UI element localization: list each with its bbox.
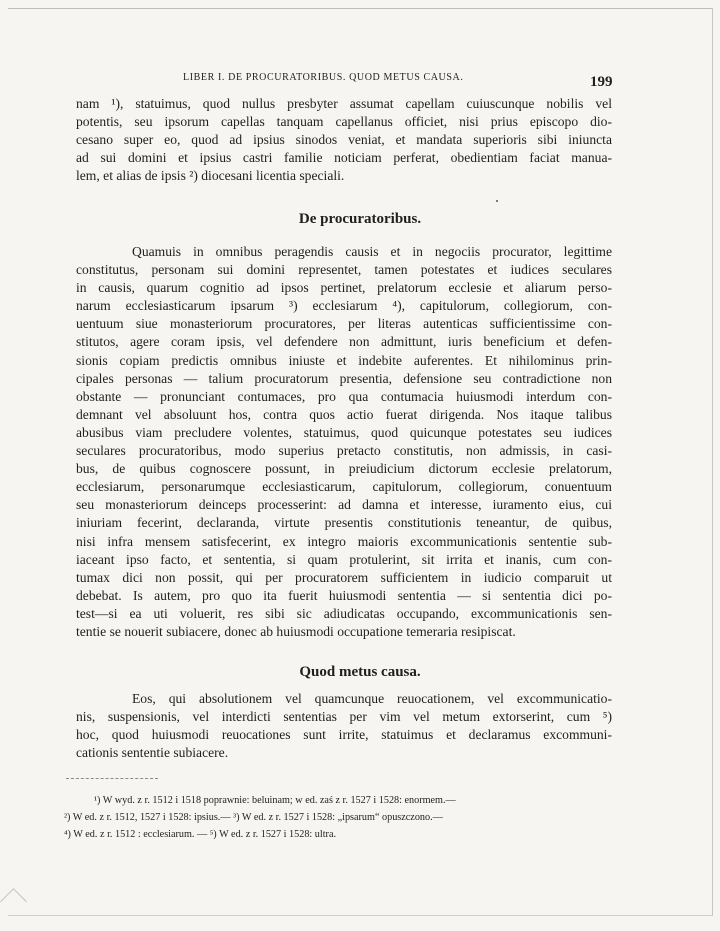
text-line: potentis, seu ipsorum capellas tanquam capellanus officiet, nisi prius episcopo dio- [76,114,612,130]
text-line: obstante — pronunciant contumaces, pro qua contumacia huiusmodi interdum con- [76,388,612,404]
text-line: Quamuis in omnibus peragendis causis et in negociis procurator, legittime [132,244,612,259]
section-heading-metus-causa: Quod metus causa. [299,664,421,680]
ink-speck [496,200,498,202]
footnotes [64,793,608,843]
footnote-line: ²) W ed. z r. 1512, 1527 i 1528: ipsius.— ³) W ed. z r. 1527 i 1528: „ipsarum“ opuszczono.— [64,811,443,823]
page-corner-mark [0,888,27,915]
metus-causa-paragraph [76,690,612,762]
text-line: lem, et alias de ipsis ²) diocesani licentia speciali. [76,168,345,184]
text-line: tentie se nouerit subiacere, donec ab huiusmodi occupatione temeraria resipiscat. [76,623,516,639]
page-edge-right [712,8,713,916]
text-line: demnant vel absoluunt hos, contra quos actio fuerat dirigenda. Nos itaque talibus [76,406,612,422]
text-line: debebat. Is autem, pro quo ita fuerit huiusmodi sententia — si sententia dici po- [76,587,612,603]
intro-paragraph [76,95,612,185]
text-line: hoc, quod huiusmodi reuocationes sunt irrite, statuimus et declaramus excommuni- [76,727,612,743]
text-line: stitutos, agere coram ipsis, vel defendere non admittunt, iuris beneficium et defen- [76,334,612,350]
footnote-line: ⁴) W ed. z r. 1512 : ecclesiarum. — ⁵) W ed. z r. 1527 i 1528: ultra. [64,828,337,840]
text-line: nam ¹), statuimus, quod nullus presbyter assumat capellam cuiuscunque nobilis vel [76,96,612,111]
text-line: bus, de quibus cognoscere possunt, in preiudicium dictorum ecclesie prelatorum, [76,461,612,477]
text-line: sionis copiam predictis omnibus iniuste et indebite auferentes. Et nihilominus prin- [76,352,612,368]
page-number: 199 [590,74,613,90]
page-edge-top [8,8,712,9]
text-line: ecclesiarum, personarumque ecclesiasticarum, capitulorum, collegiorum, conuentuum [76,479,612,495]
page-edge-bottom [8,915,712,916]
text-line: abusibus viam precludere volentes, statuimus, quod quicunque potestates seu iudices [76,424,612,440]
text-line: seu monasteriorum deinceps processerint: ad damna et interesse, iuramento eius, cui [76,497,612,513]
text-line: uentuum siue monasteriorum procuratores, per literas autenticas sufficientissime con- [76,316,612,332]
procuratoribus-paragraph [76,243,612,641]
text-line: test—si ea uti voluerit, res sibi sic adiudicatas occupando, excommunicationis sen- [76,605,612,621]
footnote-rule [66,778,158,780]
text-line: iniuriam fecerint, declaranda, virtute presentis constitutionis teneantur, de quibus, [76,515,612,531]
text-line: cesano super eo, quod ad ipsius sinodos veniat, et mandata superioris sibi iniuncta [76,132,612,148]
text-line: nis, suspensionis, vel interdicti sententias per vim vel metum extorserint, cum ⁵) [76,709,612,725]
text-line: cationis sententie subiacere. [76,745,229,761]
text-line: seculares procuratoribus, modo superius pretacto constitutis, non admissis, in casi- [76,443,612,459]
text-line: cipales personas — talium procuratorum presentia, defensione seu contradictione non [76,370,612,386]
text-line: nisi infra mensem satisfecerint, ex integro maioris excommunicationis sententie sub- [76,533,612,549]
section-heading-procuratoribus: De procuratoribus. [298,211,422,227]
text-line: iaceant ipso facto, et sententia, si quam protulerint, sit irrita et inanis, cum con- [76,551,612,567]
text-line: ad sui domini et ipsius castri familie noticiam perferat, obedientiam faciat manua- [76,150,612,166]
text-line: narum ecclesiasticarum ipsarum ³) ecclesiarum ⁴), capitulorum, collegiorum, con- [76,298,612,314]
running-head: LIBER I. DE PROCURATORIBUS. QUOD METUS CAUSA. [183,72,464,83]
text-line: constitutus, personam sui domini representet, tamen potestates et iudices seculares [76,262,612,278]
text-line: tumax dici non possit, qui per procuratorem sufficientem in iudicio comparuit ut [76,569,612,585]
text-line: in causis, quarum cognitio ad ipsos pertinet, prelatorum ecclesie et aliarum perso- [76,280,612,296]
text-line: Eos, qui absolutionem vel quamcunque reuocationem, vel excommunicatio- [132,691,612,706]
footnote-line: ¹) W wyd. z r. 1512 i 1518 poprawnie: beluinam; w ed. zaś z r. 1527 i 1528: enormem.— [94,795,456,806]
